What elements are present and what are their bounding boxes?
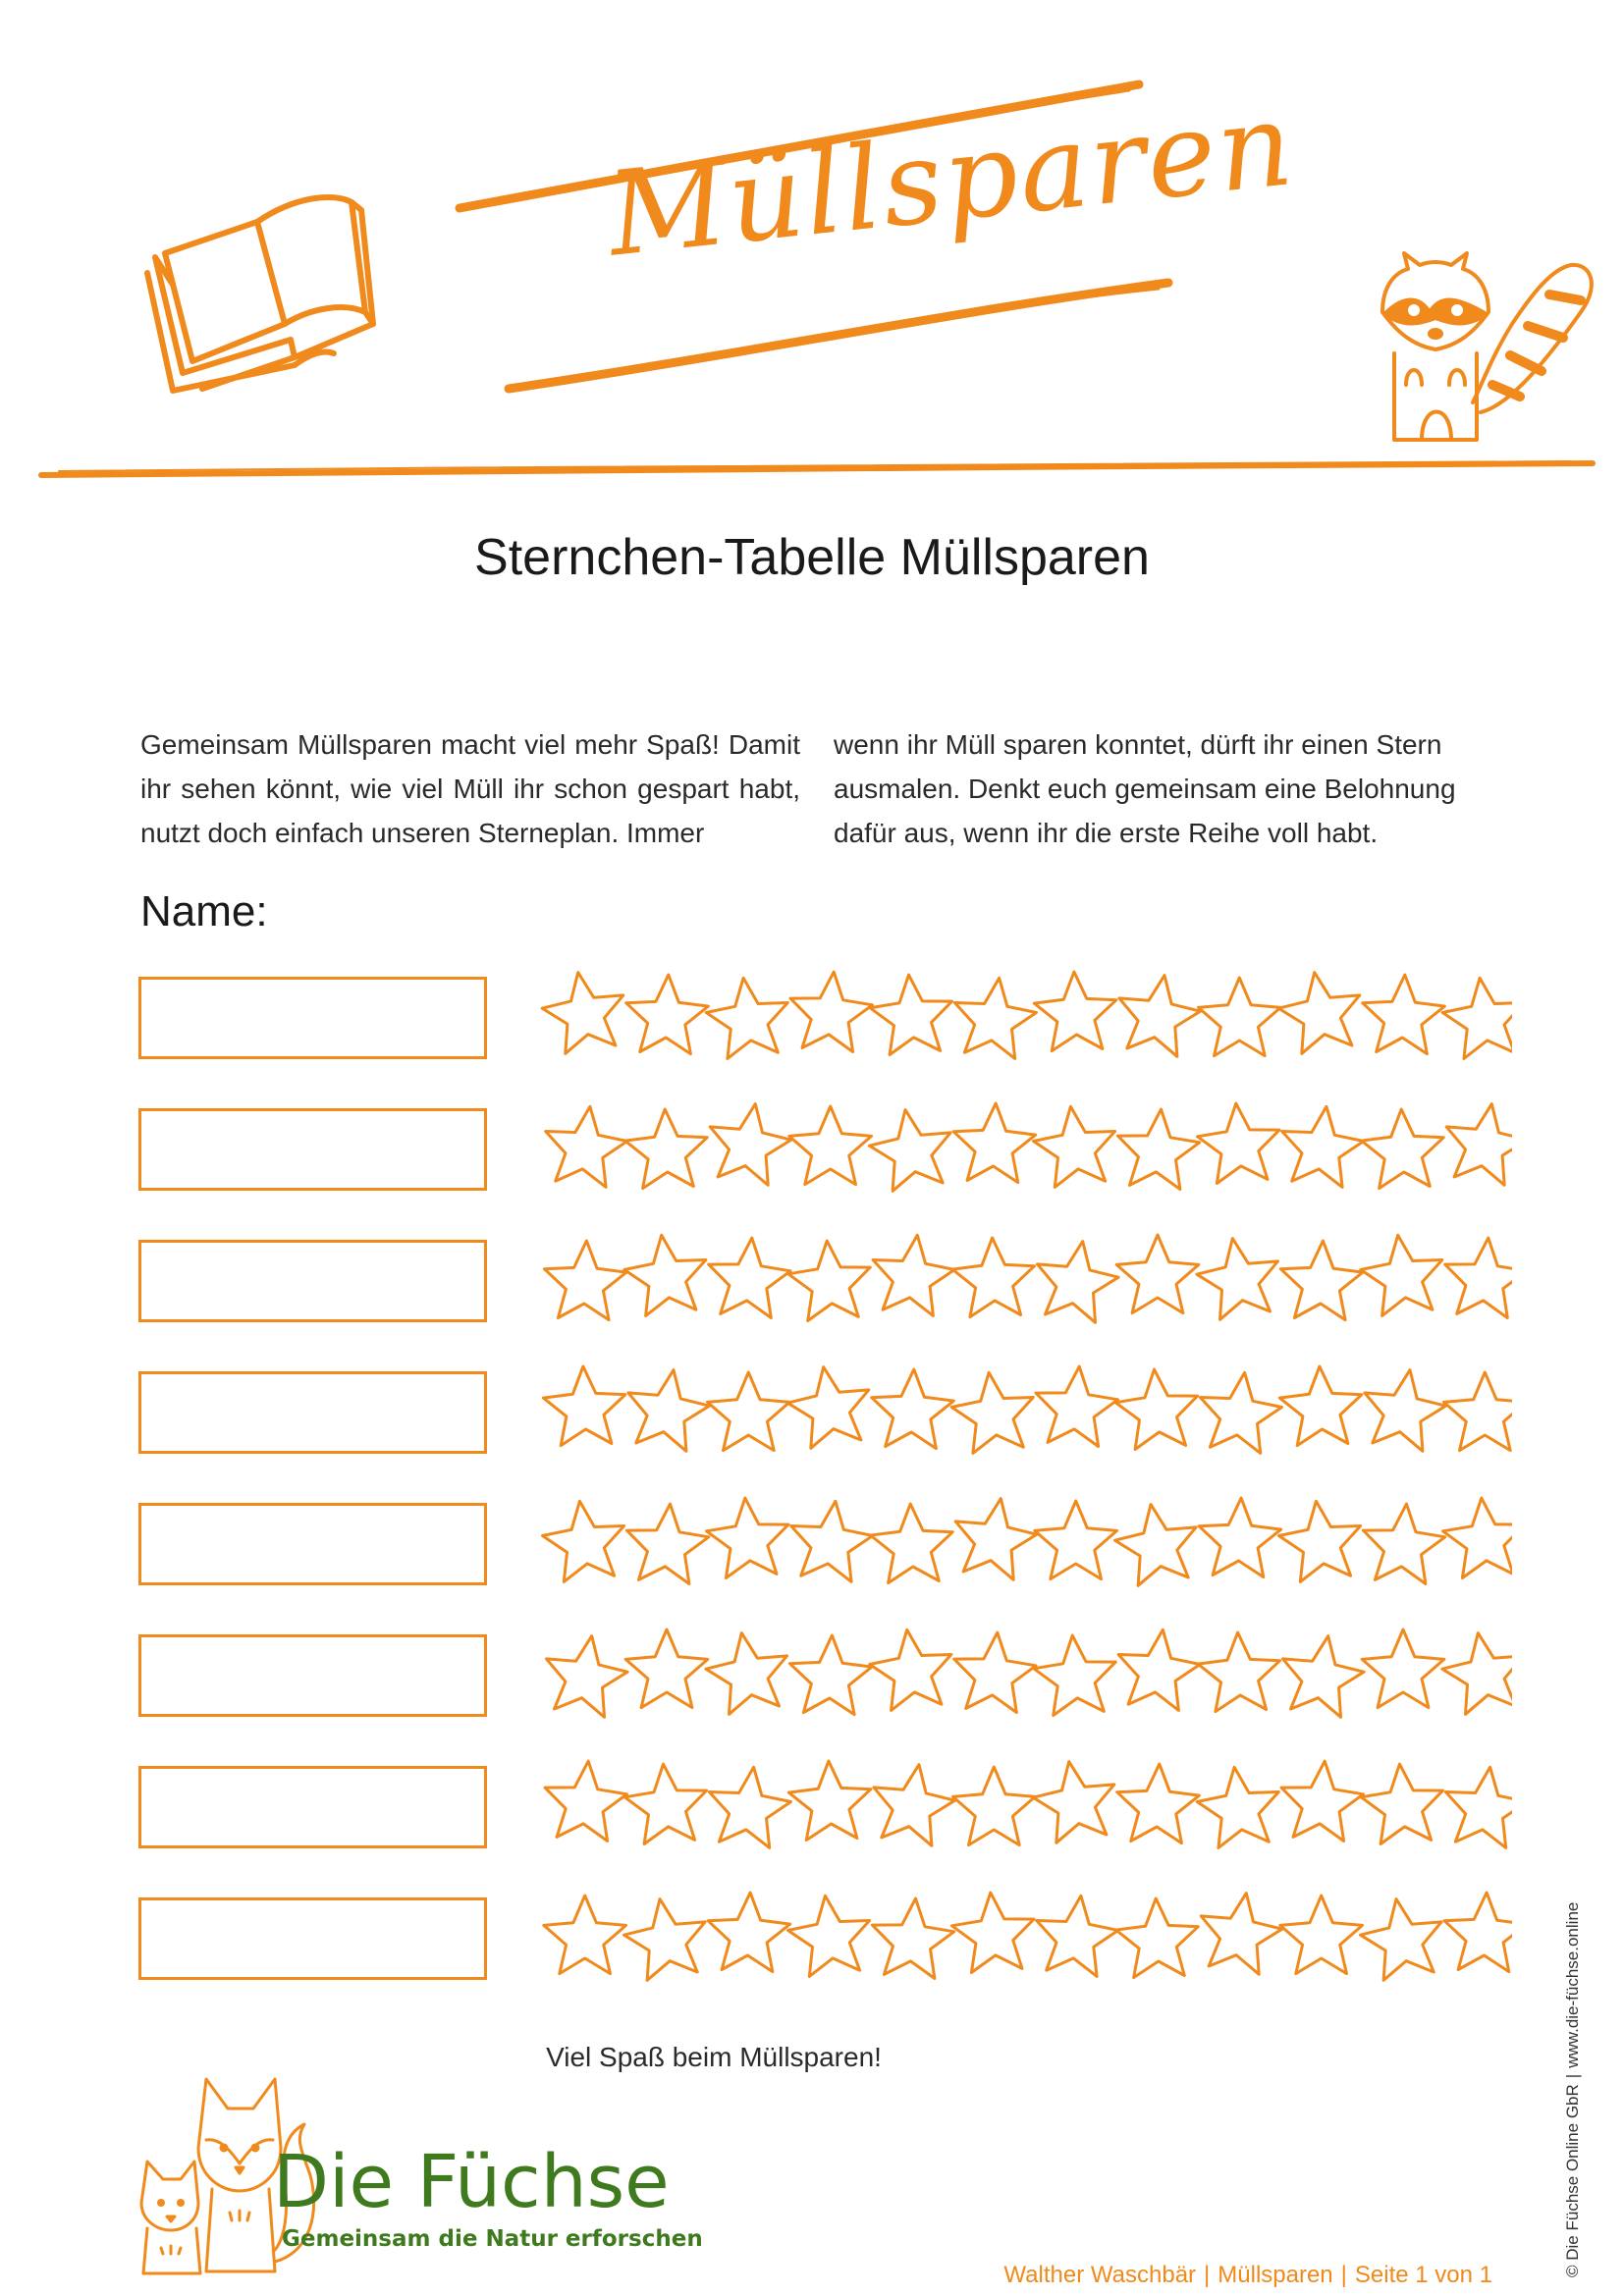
star-icon[interactable] bbox=[709, 1238, 790, 1317]
star-icon[interactable] bbox=[873, 1235, 954, 1315]
star-icon[interactable] bbox=[952, 1893, 1035, 1972]
star-icon[interactable] bbox=[544, 1241, 626, 1320]
star-icon[interactable] bbox=[1361, 1764, 1442, 1843]
star-icon[interactable] bbox=[1283, 1636, 1365, 1718]
star-icon[interactable] bbox=[1035, 1501, 1117, 1579]
star-icon[interactable] bbox=[789, 1106, 872, 1185]
star-row bbox=[520, 1495, 1512, 1593]
star-icon[interactable] bbox=[870, 975, 951, 1054]
star-icon[interactable] bbox=[1199, 1498, 1281, 1577]
star-icon[interactable] bbox=[1117, 1764, 1200, 1843]
star-icon[interactable] bbox=[1197, 1767, 1278, 1847]
name-input-box[interactable] bbox=[138, 1371, 487, 1454]
star-icon[interactable] bbox=[1280, 1241, 1363, 1320]
copyright-sideline bbox=[1563, 1902, 1583, 2277]
brand-name: Die Füchse bbox=[273, 2140, 670, 2224]
star-icon[interactable] bbox=[706, 1633, 787, 1715]
footer-author: Walther Waschbär bbox=[1003, 2262, 1197, 2288]
star-icon[interactable] bbox=[788, 1761, 871, 1841]
star-icon[interactable] bbox=[871, 1504, 953, 1583]
star-icon[interactable] bbox=[1201, 1894, 1282, 1975]
name-input-box[interactable] bbox=[138, 1240, 487, 1322]
star-icon[interactable] bbox=[791, 1501, 873, 1581]
star-icon[interactable] bbox=[789, 1635, 872, 1715]
footer-info bbox=[1003, 2262, 1492, 2289]
star-icon[interactable] bbox=[1279, 1366, 1362, 1446]
intro-text-right: wenn ihr Müll sparen konntet, dürft ihr einen Stern ausmalen. Denkt euch gemeinsam eine Belohnung dafür aus, wenn ihr die erste Reihe voll habt. bbox=[834, 729, 1456, 848]
star-icon[interactable] bbox=[787, 1367, 869, 1449]
star-icon[interactable] bbox=[710, 1104, 791, 1186]
star-icon[interactable] bbox=[1197, 1239, 1278, 1320]
star-row bbox=[520, 969, 1512, 1067]
star-icon[interactable] bbox=[1442, 978, 1512, 1058]
star-icon[interactable] bbox=[1362, 1109, 1444, 1189]
star-icon[interactable] bbox=[708, 1372, 790, 1451]
page-title: Müllsparen bbox=[601, 76, 1301, 283]
star-icon[interactable] bbox=[790, 972, 873, 1051]
brand-tagline: Gemeinsam die Natur erforschen bbox=[282, 2226, 703, 2252]
footer-separator: | bbox=[1204, 2262, 1211, 2288]
star-icon[interactable] bbox=[1037, 1896, 1118, 1976]
name-input-box[interactable] bbox=[138, 1897, 487, 1980]
star-icon[interactable] bbox=[1442, 1633, 1512, 1715]
star-icon[interactable] bbox=[952, 1238, 1035, 1317]
star-icon[interactable] bbox=[628, 1370, 710, 1452]
open-book-icon bbox=[147, 197, 373, 391]
star-icon[interactable] bbox=[1446, 1104, 1512, 1186]
raccoon-icon bbox=[1382, 253, 1592, 440]
star-icon[interactable] bbox=[1445, 1767, 1512, 1847]
star-icon[interactable] bbox=[1365, 1370, 1446, 1452]
star-icon[interactable] bbox=[547, 1636, 628, 1718]
star-icon[interactable] bbox=[954, 1632, 1036, 1712]
star-icon[interactable] bbox=[1033, 1762, 1114, 1843]
intro-text-left: Gemeinsam Müllsparen macht viel mehr Spaß! Damit ihr sehen könnt, wie viel Müll ihr schon gespart habt, nutzt doch einfach unseren Sterneplan. Immer bbox=[140, 729, 800, 848]
star-icon[interactable] bbox=[788, 1241, 870, 1320]
star-icon[interactable] bbox=[624, 1899, 706, 1981]
star-icon[interactable] bbox=[1116, 1898, 1199, 1978]
star-icon[interactable] bbox=[874, 1765, 955, 1846]
star-icon[interactable] bbox=[1363, 975, 1445, 1054]
chart-title: Sternchen-Tabelle Müllsparen bbox=[474, 529, 1150, 586]
star-icon[interactable] bbox=[1282, 1106, 1364, 1187]
star-row bbox=[520, 1758, 1512, 1856]
star-icon[interactable] bbox=[624, 1764, 706, 1843]
star-icon[interactable] bbox=[1034, 972, 1116, 1051]
star-icon[interactable] bbox=[706, 978, 787, 1058]
star-icon[interactable] bbox=[1361, 1899, 1442, 1981]
star-icon[interactable] bbox=[1445, 1238, 1512, 1317]
star-icon[interactable] bbox=[953, 1103, 1036, 1183]
star-icon[interactable] bbox=[1363, 1504, 1444, 1583]
footer-topic: Müllsparen bbox=[1218, 2262, 1333, 2288]
star-icon[interactable] bbox=[1200, 1372, 1281, 1453]
star-icon[interactable] bbox=[544, 1896, 626, 1974]
star-icon[interactable] bbox=[951, 1372, 1033, 1453]
star-icon[interactable] bbox=[1198, 1103, 1280, 1183]
star-icon[interactable] bbox=[1115, 1369, 1197, 1449]
star-icon[interactable] bbox=[1444, 1893, 1512, 1972]
star-icon[interactable] bbox=[1034, 1635, 1115, 1715]
star-icon[interactable] bbox=[1119, 976, 1201, 1057]
copyright-text: © Die Füchse Online GbR bbox=[1563, 2084, 1582, 2277]
star-icon[interactable] bbox=[955, 1499, 1037, 1580]
star-icon[interactable] bbox=[1281, 1761, 1364, 1841]
star-icon[interactable] bbox=[1198, 1632, 1280, 1712]
star-icon[interactable] bbox=[1034, 1106, 1115, 1187]
name-input-box[interactable] bbox=[138, 977, 487, 1059]
footer-separator: | bbox=[1340, 2262, 1347, 2288]
star-icon[interactable] bbox=[626, 975, 709, 1054]
star-row bbox=[520, 1890, 1512, 1988]
name-input-box[interactable] bbox=[138, 1766, 487, 1848]
star-icon[interactable] bbox=[708, 1893, 790, 1972]
star-icon[interactable] bbox=[624, 1235, 706, 1315]
star-row bbox=[520, 1100, 1512, 1199]
star-row bbox=[520, 1232, 1512, 1330]
star-icon[interactable] bbox=[543, 1501, 624, 1581]
footer-page: Seite 1 von 1 bbox=[1354, 2262, 1492, 2288]
star-icon[interactable] bbox=[625, 1109, 708, 1189]
star-icon[interactable] bbox=[1361, 1235, 1442, 1315]
website-text: www.die-füchse.online bbox=[1563, 1901, 1582, 2068]
name-input-box[interactable] bbox=[138, 1108, 487, 1191]
star-icon[interactable] bbox=[1278, 973, 1360, 1054]
closing-text: Viel Spaß beim Müllsparen! bbox=[546, 2042, 882, 2072]
star-icon[interactable] bbox=[788, 1896, 870, 1976]
name-input-box[interactable] bbox=[138, 1503, 487, 1585]
star-icon[interactable] bbox=[1362, 1629, 1444, 1708]
star-icon[interactable] bbox=[1115, 1505, 1197, 1586]
star-icon[interactable] bbox=[1036, 1366, 1118, 1446]
star-icon[interactable] bbox=[1443, 1498, 1513, 1577]
star-icon[interactable] bbox=[1116, 1235, 1199, 1313]
star-icon[interactable] bbox=[709, 1767, 790, 1847]
star-icon[interactable] bbox=[1444, 1372, 1513, 1451]
star-icon[interactable] bbox=[707, 1498, 789, 1577]
star-icon[interactable] bbox=[872, 1898, 953, 1978]
star-icon[interactable] bbox=[546, 1106, 627, 1187]
star-icon[interactable] bbox=[1038, 1242, 1119, 1323]
star-icon[interactable] bbox=[954, 978, 1036, 1058]
star-icon[interactable] bbox=[872, 1369, 954, 1449]
star-icon[interactable] bbox=[1117, 1109, 1199, 1189]
star-icon[interactable] bbox=[1279, 1501, 1361, 1581]
star-icon[interactable] bbox=[625, 1629, 708, 1708]
name-input-box[interactable] bbox=[138, 1634, 487, 1717]
star-icon[interactable] bbox=[953, 1767, 1036, 1845]
star-icon[interactable] bbox=[1280, 1896, 1363, 1974]
copyright-separator: | bbox=[1563, 2073, 1582, 2079]
star-icon[interactable] bbox=[542, 973, 623, 1054]
star-icon[interactable] bbox=[626, 1504, 708, 1583]
star-icon[interactable] bbox=[1199, 978, 1281, 1056]
star-icon[interactable] bbox=[545, 1761, 627, 1841]
star-icon[interactable] bbox=[870, 1110, 951, 1192]
star-row bbox=[520, 1627, 1512, 1725]
star-icon[interactable] bbox=[870, 1629, 951, 1710]
star-icon[interactable] bbox=[543, 1366, 625, 1446]
star-icon[interactable] bbox=[1118, 1629, 1200, 1710]
name-label: Name: bbox=[140, 887, 268, 935]
star-row bbox=[520, 1363, 1512, 1462]
